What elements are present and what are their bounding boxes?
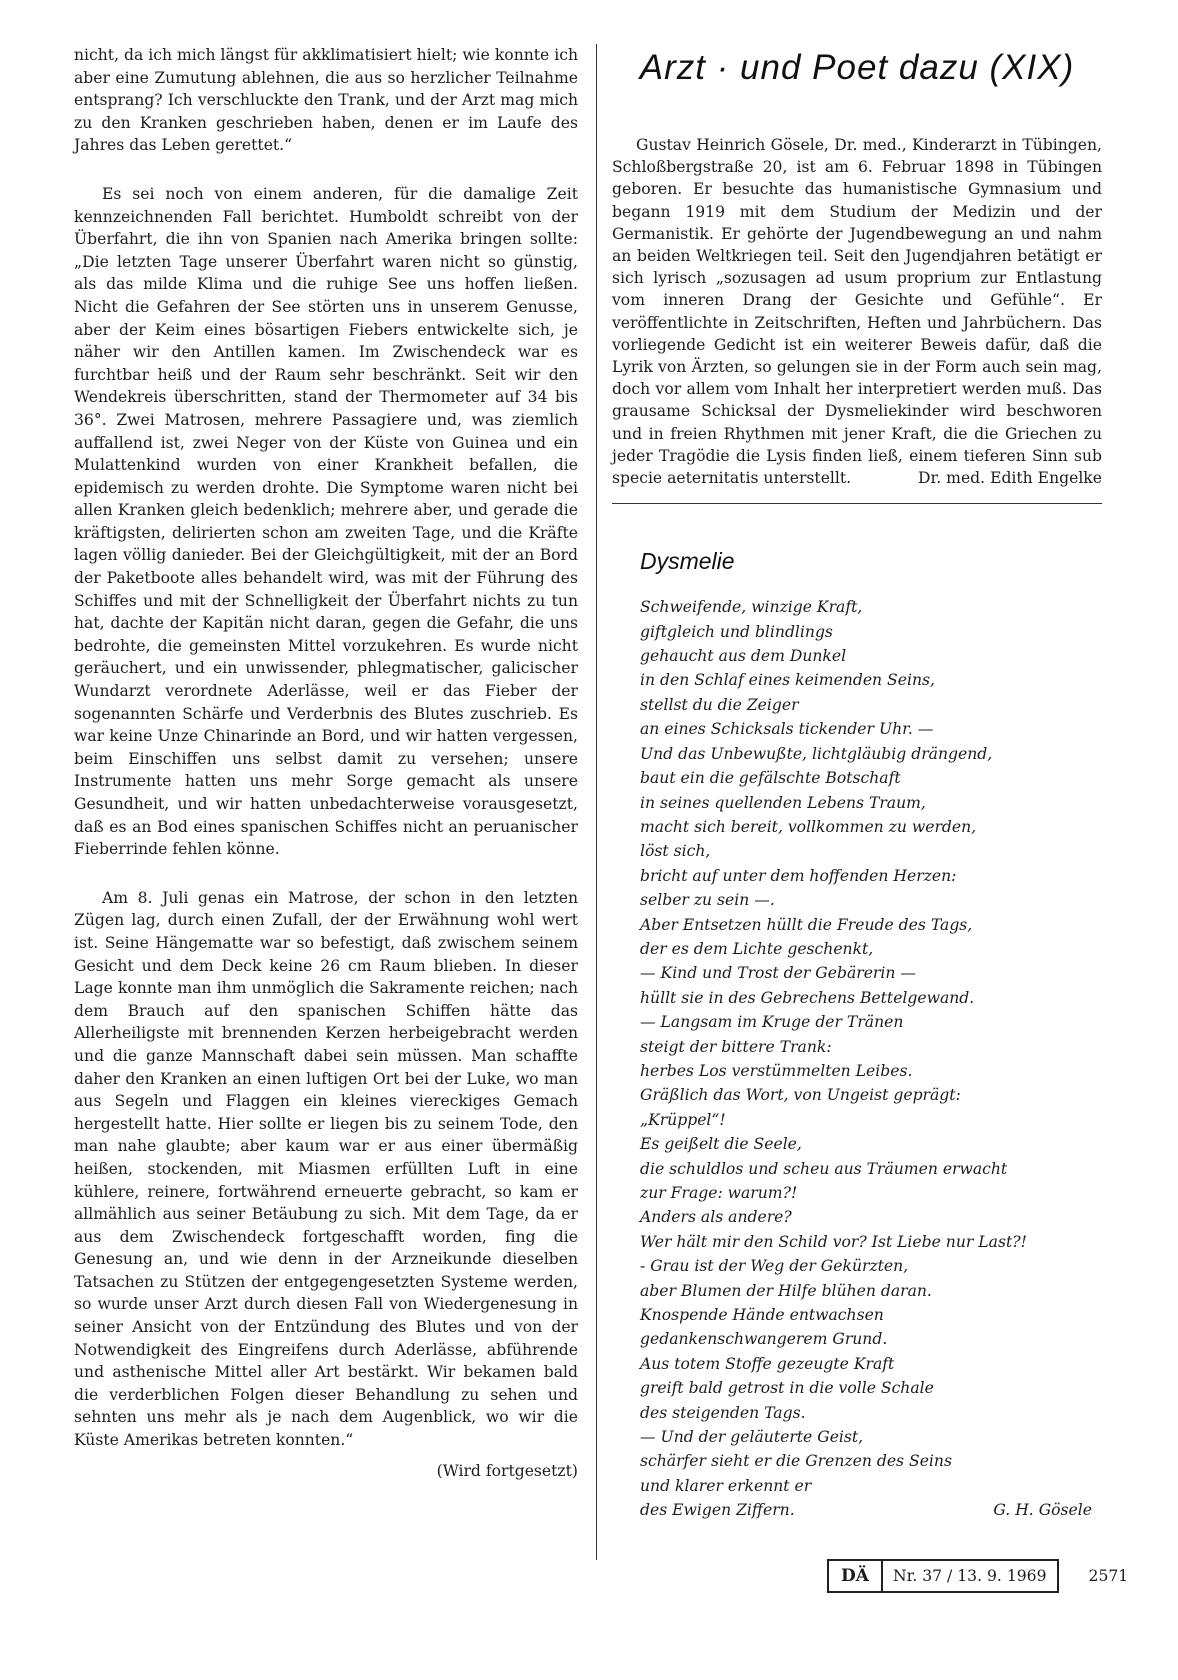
poem-line: Aber Entsetzen hüllt die Freude des Tags, xyxy=(640,915,973,934)
poem-line: gedankenschwangerem Grund. xyxy=(640,1330,888,1349)
issue-info: Nr. 37 / 13. 9. 1969 xyxy=(892,1567,1047,1585)
poem-line: herbes Los verstümmelten Leibes. xyxy=(640,1061,913,1080)
poem-line: Schweifende, winzige Kraft, xyxy=(640,598,863,617)
poem-line: Und das Unbewußte, lichtgläubig drängend, xyxy=(640,744,993,763)
journal-box xyxy=(827,1559,1059,1593)
poem-line: aber Blumen der Hilfe blühen daran. xyxy=(640,1281,932,1300)
poem-line: Knospende Hände entwachsen xyxy=(640,1306,884,1325)
poem-line: — Und der geläuterte Geist, xyxy=(640,1428,864,1447)
poem-line: und klarer erkennt er xyxy=(640,1476,812,1495)
poem-line: zur Frage: warum?! xyxy=(640,1184,798,1202)
poem-line: baut ein die gefälschte Botschaft xyxy=(640,769,901,788)
journal-abbr: DÄ xyxy=(829,1561,883,1591)
bio-text: Gustav Heinrich Gösele, Dr. med., Kinderarzt in Tübingen, Schloßbergstraße 20, ist am 6. Februar 1898 in Tübingen geboren. Er besuchte das humanistische Gymnasium und begann 1919 mit dem Studium der Medizin und der Germanistik. Er gehörte der Jugendbewegung an und nahm an beiden Weltkriegen teil. Seit den Jugendjahren betätigt er sich lyrisch „sozusagen ad usum proprium zur Entlastung vom inneren Drang der Gesichte und Gefühle“. Er veröffentlichte in Zeitschriften, Heften und Jahrbüchern. Das vorliegende Gedicht ist ein weiterer Beweis dafür, daß die Lyrik von Ärzten, so gelungen sie in der Form auch sein mag, doch vor allem vom Inhalt her interpretiert werden muß. Das grausame Schicksal der Dysmeliekinder wird beschworen und in freien Rhythmen mit jener Kraft, die die Griechen zu jeder Tragödie die Lysis finden ließ, einem tieferen Sinn sub specie aeternitatis unterstellt. xyxy=(612,136,1102,488)
poem-title: Dysmelie xyxy=(640,548,735,575)
page-footer xyxy=(827,1559,1128,1593)
poem-line: in seines quellenden Lebens Traum, xyxy=(640,793,926,812)
article-paragraph-1: nicht, da ich mich längst für akklimatisiert hielt; wie konnte ich aber eine Zumutung ablehnen, die aus so herzlicher Teilnahme entsprang? Ich verschluckte den Trank, und der Arzt mag mich zu den Kranken geschrieben haben, denen er im Laufe des Jahres das Leben gerettet.“ xyxy=(74,46,578,155)
poem-line: bricht auf unter dem hoffenden Herzen: xyxy=(640,866,957,885)
poem-line: hüllt sie in des Gebrechens Bettelgewand. xyxy=(640,988,975,1007)
series-title: Arzt · und Poet dazu (XIX) xyxy=(639,48,1075,87)
poem-line: greift bald getrost in die volle Schale xyxy=(640,1379,934,1398)
page-number: 2571 xyxy=(1088,1567,1129,1585)
poem-line: macht sich bereit, vollkommen zu werden, xyxy=(640,817,977,836)
poem-line: schärfer sieht er die Grenzen des Seins xyxy=(640,1452,952,1471)
poem-line: Aus totem Stoffe gezeugte Kraft xyxy=(640,1354,895,1373)
poem-last-line-row xyxy=(640,1498,1102,1522)
section-divider xyxy=(612,503,1102,504)
column-divider xyxy=(596,44,597,1560)
continued-note: (Wird fortgesetzt) xyxy=(436,1461,578,1480)
poem-line: in den Schlaf eines keimenden Seins, xyxy=(640,671,935,690)
poem-lines xyxy=(640,595,1102,1498)
poem-line: löst sich, xyxy=(640,842,711,861)
poem-line: — Langsam im Kruge der Tränen xyxy=(640,1013,904,1032)
poem-author: G. H. Gösele xyxy=(993,1501,1092,1520)
poem-line: die schuldlos und scheu aus Träumen erwacht xyxy=(640,1159,1008,1178)
poem-line: - Grau ist der Weg der Gekürzten, xyxy=(640,1257,909,1276)
poem-line: der es dem Lichte geschenkt, xyxy=(640,939,874,958)
poem-line: Gräßlich das Wort, von Ungeist geprägt: xyxy=(640,1086,961,1105)
poem-line: giftgleich und blindlings xyxy=(640,622,833,641)
poem-line: selber zu sein —. xyxy=(640,891,775,910)
poem-line: Wer hält mir den Schild vor? Ist Liebe nur Last?! xyxy=(640,1232,1027,1251)
right-column xyxy=(612,44,1102,1523)
article-paragraph-3: Am 8. Juli genas ein Matrose, der schon in den letzten Zügen lag, durch einen Zufall, der der Erwähnung wohl wert ist. Seine Hängematte war so befestigt, daß zwischem seinem Gesicht und dem Deck keine 26 cm Raum blieben. In dieser Lage konnte man ihm unmöglich die Sakramente reichen; nach dem Brauch auf den spanischen Schiffen hätte das Allerheiligste mit brennenden Kerzen herbeigebracht werden und die ganze Mannschaft dabei sein müssen. Man schaffte daher den Kranken an einen luftigen Ort bei der Luke, wo man aus Segeln und Flaggen ein kleines viereckiges Gemach hergestellt hatte. Hier sollte er liegen bis zu seinem Tode, den man nahe glaubte; aber kaum war er aus einer übermäßig heißen, stockenden, mit Miasmen erfüllten Luft in eine kühlere, reinere, fortwährend erneuerte gebracht, so kam er allmählich aus seiner Betäubung zu sich. Mit dem Tage, da er aus dem Zwischendeck fortgeschafft worden, fing die Genesung an, und wie denn in der Arzneikunde dieselben Tatsachen zu Stützen der entgegengesetzten Systeme werden, so wurde unser Arzt durch diesen Fall von Wiedergenesung in seiner Ansicht von der Entzündung des Blutes und von der Notwendigkeit des Eingreifens durch Aderlässe, abführende und asthenische Mittel aller Art bestärkt. Wir bekamen bald die verderblichen Folgen dieser Behandlung zu sehen und sehnten uns mehr als je nach dem Augenblick, wo wir die Küste Amerikas betreten konnten.“ xyxy=(74,888,578,1450)
poem-line: stellst du die Zeiger xyxy=(640,695,799,714)
poem-line: — Kind und Trost der Gebärerin — xyxy=(640,964,916,983)
poem xyxy=(640,595,1102,1522)
poem-line: Anders als andere? xyxy=(640,1208,792,1227)
bio-author: Dr. med. Edith Engelke xyxy=(918,469,1102,488)
poem-last-line: des Ewigen Ziffern. xyxy=(640,1501,795,1520)
poem-line: gehaucht aus dem Dunkel xyxy=(640,647,847,666)
poem-line: steigt der bittere Trank: xyxy=(640,1037,832,1056)
poem-line: des steigenden Tags. xyxy=(640,1403,806,1422)
author-bio xyxy=(612,134,1102,489)
poem-line: an eines Schicksals tickender Uhr. — xyxy=(640,720,934,739)
article-paragraph-2: Es sei noch von einem anderen, für die damalige Zeit kennzeichnenden Fall berichtet. Humboldt schreibt von der Überfahrt, die ihn von Spanien nach Amerika bringen sollte: „Die letzten Tage unserer Überfahrt waren nicht so günstig, als das milde Klima und die ruhige See uns hoffen ließen. Nicht die Gefahren der See störten uns in unserem Genusse, aber der Keim eines bösartigen Fiebers entwickelte sich, je näher wir den Antillen kamen. Im Zwischendeck war es furchtbar heiß und der Raum sehr beschränkt. Seit wir den Wendekreis überschritten, stand der Thermometer auf 34 bis 36°. Zwei Matrosen, mehrere Passagiere und, was ziemlich auffallend ist, zwei Neger von der Küste von Guinea und ein Mulattenkind wurden von einer Krankheit befallen, die epidemisch zu werden drohte. Die Symptome waren nicht bei allen Kranken gleich bedenklich; mehrere aber, und gerade die kräftigsten, delirierten schon am zweiten Tage, und die Kräfte lagen völlig danieder. Bei der Gleichgültigkeit, mit der an Bord der Paketboote alles behandelt wird, was mit der Führung des Schiffes und mit der Schnelligkeit der Überfahrt nichts zu tun hat, dachte der Kapitän nicht daran, gegen die Gefahr, die uns bedrohte, die gemeinsten Mittel vorzukehren. Es wurde nicht geräuchert, und ein unwissender, phlegmatischer, galicischer Wundarzt verordnete Aderlässe, weil er das Fieber der sogenannten Schärfe und Verderbnis des Blutes zuschrieb. Es war keine Unze Chinarinde an Bord, und wir hatten vergessen, beim Einschiffen uns selbst damit zu versehen; unsere Instrumente hatten uns mehr Sorge gemacht als unsere Gesundheit, und wir hatten unbedachterweise vorausgesetzt, daß es an Bod eines spanischen Schiffes nicht an peruanischer Fieberrinde fehlen könne. xyxy=(74,184,578,859)
poem-line: „Krüppel“! xyxy=(640,1110,726,1129)
left-article-column xyxy=(74,44,578,1482)
poem-line: Es geißelt die Seele, xyxy=(640,1135,802,1154)
